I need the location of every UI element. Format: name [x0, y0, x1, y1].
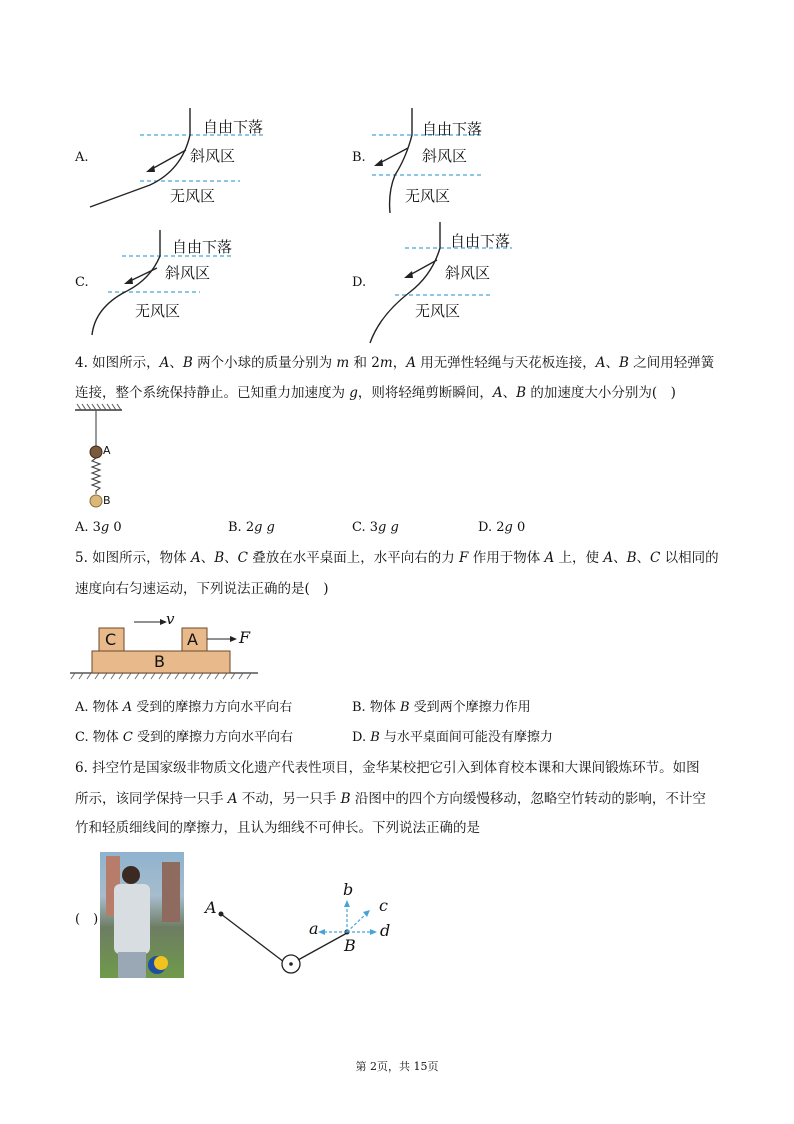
option-b-label: B.: [352, 150, 366, 165]
q4-line2: 连接，整个系统保持静止。已知重力加速度为 𝑔，则将轻绳剪断瞬间，𝐴、𝐵 的加速度大小分别为( ): [75, 385, 676, 401]
q4-option-d[interactable]: D. 2𝑔 0: [478, 520, 526, 535]
q5-option-c[interactable]: C. 物体 𝐶 受到的摩擦力方向水平向右: [75, 730, 293, 745]
q6-direction-c-label: c: [379, 896, 388, 915]
option-c-label: C.: [75, 275, 89, 290]
q6-line3: 竹和轻质细线间的摩擦力，且认为细线不可伸长。下列说法正确的是: [75, 820, 480, 836]
option-d-label: D.: [352, 275, 367, 290]
option-d-bot-label: 无风区: [415, 302, 461, 320]
q5-block-c-label: C: [105, 630, 117, 649]
q5-line2: 速度向右匀速运动，下列说法正确的是( ): [75, 581, 329, 597]
option-c-top-label: 自由下落: [172, 238, 233, 256]
option-d-top-label: 自由下落: [450, 232, 511, 250]
option-c-mid-label: 斜风区: [165, 264, 211, 282]
option-b-top-label: 自由下落: [422, 120, 483, 138]
q4-ball-b-label: B: [103, 494, 111, 507]
q6-hand-b-label: B: [344, 936, 356, 955]
q5-option-d[interactable]: D. 𝐵 与水平桌面间可能没有摩擦力: [352, 730, 553, 745]
q6-direction-a-label: a: [309, 919, 319, 938]
option-a-bot-label: 无风区: [170, 187, 216, 205]
q5-option-a[interactable]: A. 物体 𝐴 受到的摩擦力方向水平向右: [75, 700, 293, 715]
q6-line1: 6. 抖空竹是国家级非物质文化遗产代表性项目，金华某校把它引入到体育校本课和大课间锻炼环节。如图: [75, 760, 700, 776]
q4-option-a[interactable]: A. 3𝑔 0: [75, 520, 122, 535]
option-b-bot-label: 无风区: [405, 187, 451, 205]
q4-option-b[interactable]: B. 2𝑔 𝑔: [228, 520, 275, 535]
q5-block-b-label: B: [154, 652, 165, 671]
q6-direction-b-label: b: [343, 880, 354, 899]
option-a-label: A.: [75, 150, 89, 165]
q5-force-label: F: [239, 628, 251, 647]
q4-line1: 4. 如图所示，𝐴、𝐵 两个小球的质量分别为 𝑚 和 2𝑚，𝐴 用无弹性轻绳与天花板连接，𝐴、𝐵 之间用轻弹簧: [75, 355, 715, 371]
q5-block-a-label: A: [187, 630, 198, 649]
q4-option-c[interactable]: C. 3𝑔 𝑔: [352, 520, 399, 535]
option-b-mid-label: 斜风区: [422, 147, 468, 165]
option-a-mid-label: 斜风区: [190, 147, 236, 165]
q4-ball-a-label: A: [103, 444, 111, 457]
option-a-top-label: 自由下落: [203, 118, 264, 136]
page-footer: 第 2页，共 15页: [355, 1060, 439, 1073]
q6-answer-bracket: ( ): [75, 912, 99, 927]
q6-direction-d-label: d: [380, 921, 391, 940]
q5-velocity-label: v: [166, 610, 175, 628]
option-c-bot-label: 无风区: [135, 302, 181, 320]
q5-line1: 5. 如图所示，物体 𝐴、𝐵、𝐶 叠放在水平桌面上，水平向右的力 𝐹 作用于物体 𝐴 上，使 𝐴、𝐵、𝐶 以相同的: [75, 550, 719, 566]
q6-line2: 所示，该同学保持一只手 𝐴 不动，另一只手 𝐵 沿图中的四个方向缓慢移动，忽略空竹转动的影响，不计空: [75, 791, 706, 807]
q6-hand-a-label: A: [205, 898, 217, 917]
option-d-mid-label: 斜风区: [445, 264, 491, 282]
q5-option-b[interactable]: B. 物体 𝐵 受到两个摩擦力作用: [352, 700, 531, 715]
